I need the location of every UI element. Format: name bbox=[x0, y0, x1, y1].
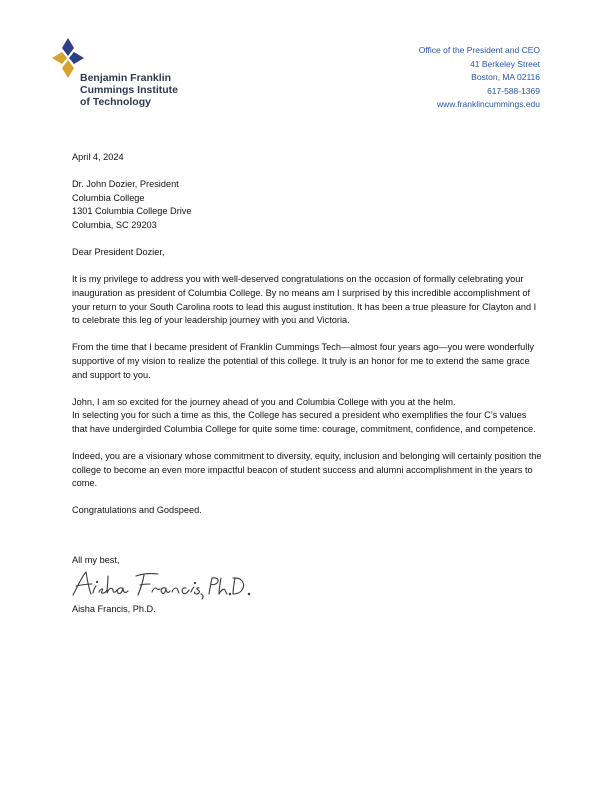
logo-line-2: Cummings Institute bbox=[80, 84, 179, 96]
office-contact-block bbox=[419, 44, 540, 112]
closing: All my best, bbox=[72, 555, 120, 565]
letter-body bbox=[72, 151, 542, 532]
recipient-line-1: Dr. John Dozier, President bbox=[72, 179, 179, 190]
handwritten-signature bbox=[70, 568, 260, 602]
institute-logo bbox=[50, 38, 210, 118]
paragraph-4: Indeed, you are a visionary whose commitment to diversity, equity, inclusion and belonging will certainly position the college to become an even more impactful beacon of student success and alumni accomplishment in the years to come. bbox=[72, 451, 542, 489]
logo-line-3: of Technology bbox=[80, 96, 151, 108]
recipient-line-4: Columbia, SC 29203 bbox=[72, 219, 157, 230]
letter-date: April 4, 2024 bbox=[72, 152, 124, 162]
office-street: 41 Berkeley Street bbox=[470, 58, 540, 69]
paragraph-3: John, I am so excited for the journey ahead of you and Columbia College with you at the helm. In selecting you for such a time as this, the College has secured a president who exemplifies the four C’s values that have undergirded Columbia College for quite some time: courage, commitment, confidence, and competence. bbox=[72, 396, 536, 434]
salutation: Dear President Dozier, bbox=[72, 247, 165, 258]
paragraph-5: Congratulations and Godspeed. bbox=[72, 505, 202, 516]
logo-wordmark bbox=[80, 72, 178, 108]
office-title: Office of the President and CEO bbox=[418, 45, 540, 55]
paragraph-1: It is my privilege to address you with well-deserved congratulations on the occasion of formally celebrating your inauguration as president of Columbia College. By no means am I surprised by this incredible accomplishment of your return to your South Carolina roots to lead this august institution. It has been a true pleasure for Clayton and I to celebrate this leg of your leadership journey with you and Victoria. bbox=[72, 274, 537, 326]
logo-line-1: Benjamin Franklin bbox=[80, 72, 172, 84]
office-phone: 617-588-1369 bbox=[487, 85, 540, 96]
recipient-line-2: Columbia College bbox=[72, 192, 145, 203]
paragraph-2: From the time that I became president of Franklin Cummings Tech—almost four years ago—you were wonderfully supportive of my vision to realize the potential of this college. It truly is an honor for me to extend the same grace and support to you. bbox=[72, 342, 534, 380]
recipient-line-3: 1301 Columbia College Drive bbox=[72, 206, 192, 217]
office-city: Boston, MA 02116 bbox=[471, 72, 540, 82]
office-website-link[interactable]: www.franklincummings.edu bbox=[437, 99, 540, 109]
signer-name: Aisha Francis, Ph.D. bbox=[72, 604, 156, 614]
recipient-address bbox=[72, 178, 542, 232]
